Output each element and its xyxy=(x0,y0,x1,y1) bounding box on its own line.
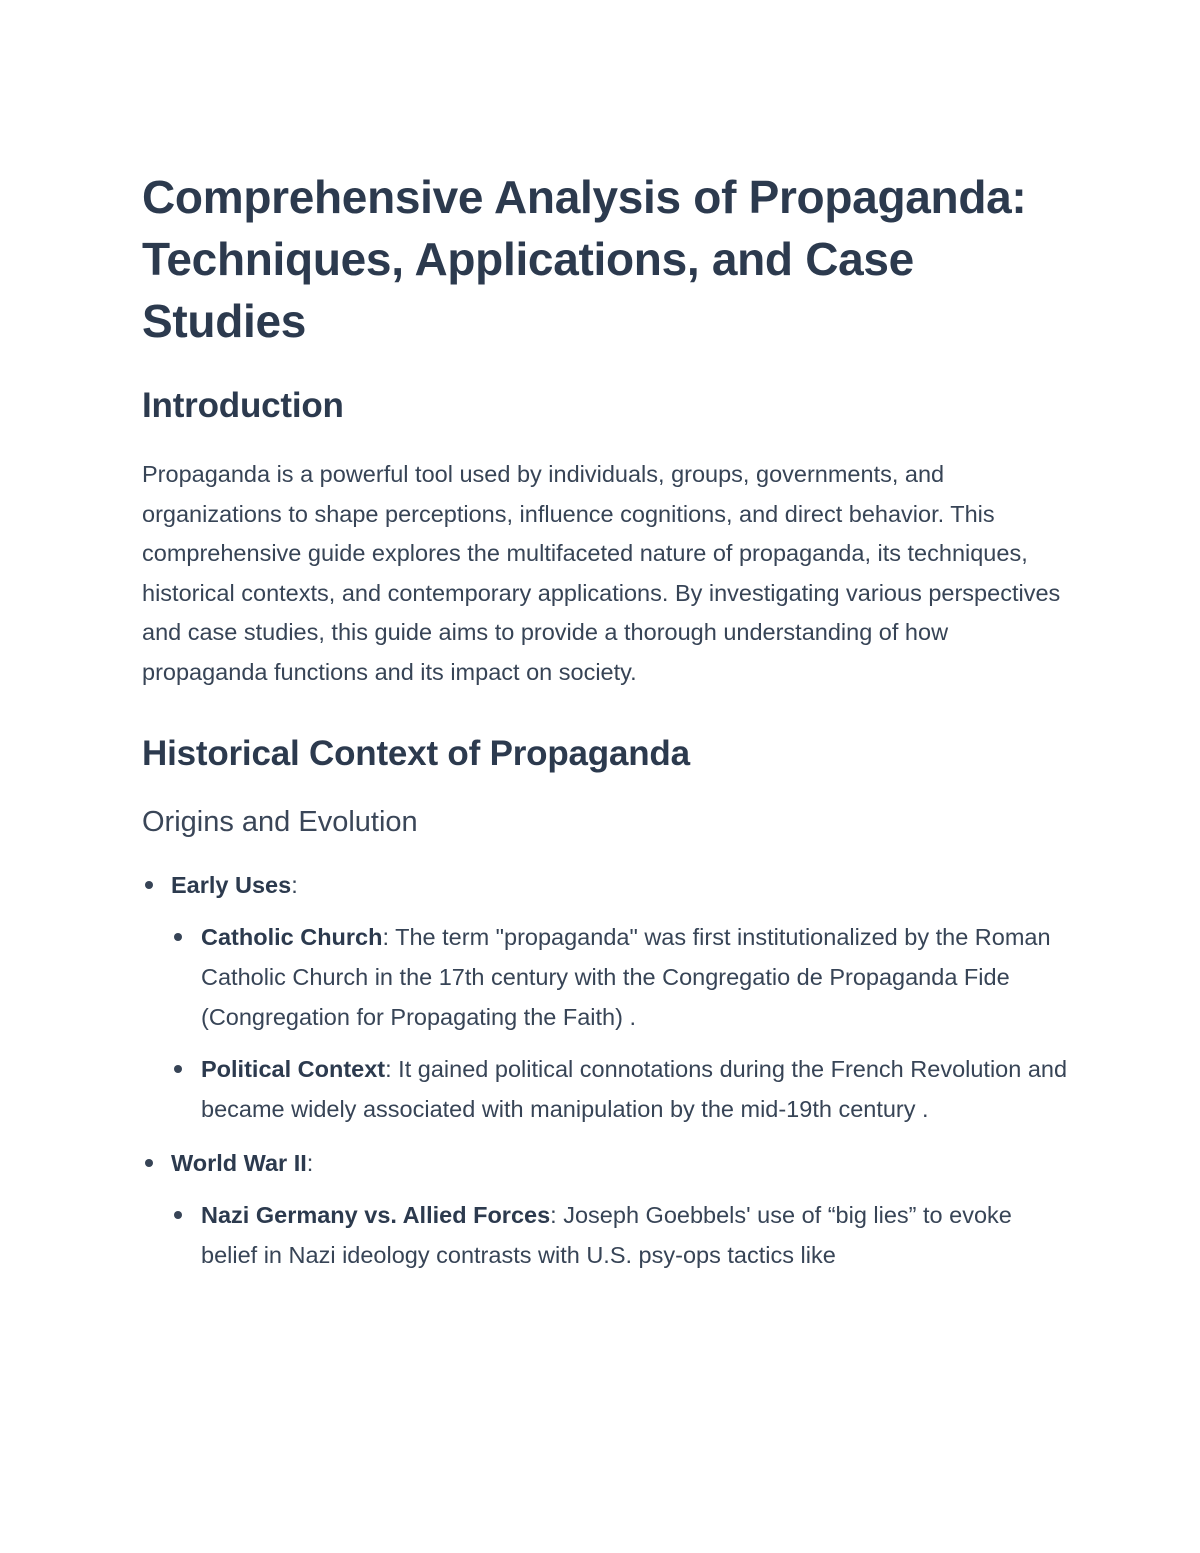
bullet-icon xyxy=(145,1159,153,1167)
list-item-early-uses xyxy=(142,865,1070,1129)
sublist-item-text: : The term "propaganda" was first institutionalized by the Roman Catholic Church in the 17th century with the Congregatio de Propaganda Fide (Congregation for Propagating the Faith) . xyxy=(201,924,1051,1030)
sublist-item-political-context xyxy=(171,1049,1070,1129)
early-uses-sublist xyxy=(171,917,1070,1129)
list-item-colon: : xyxy=(306,1150,314,1176)
bullet-icon xyxy=(145,881,153,889)
sublist-item-text: : It gained political connotations during the French Revolution and became widely associated with manipulation by the mid-19th century . xyxy=(201,1056,1068,1122)
sublist-item-catholic-church xyxy=(171,917,1070,1037)
historical-context-heading: Historical Context of Propaganda xyxy=(142,734,690,773)
document-title: Comprehensive Analysis of Propaganda: Techniques, Applications, and Case Studies xyxy=(142,171,1027,347)
sublist-item-label: Catholic Church xyxy=(201,924,383,950)
origins-list xyxy=(142,865,1070,1275)
list-item-colon: : xyxy=(291,872,298,898)
bullet-icon xyxy=(174,933,182,941)
sublist-item-text: : Joseph Goebbels' use of “big lies” to evoke belief in Nazi ideology contrasts with U.S. psy-ops tactics like xyxy=(201,1202,1012,1268)
bullet-icon xyxy=(174,1211,182,1219)
bullet-icon xyxy=(174,1065,182,1073)
list-item-label: Early Uses xyxy=(171,872,292,898)
introduction-paragraph: Propaganda is a powerful tool used by individuals, groups, governments, and organizations to shape perceptions, influence cognitions, and direct behavior. This comprehensive guide explores the multifaceted nature of propaganda, its techniques, historical contexts, and contemporary applications. By investigating various perspectives and case studies, this guide aims to provide a thorough understanding of how propaganda functions and its impact on society. xyxy=(142,461,1061,685)
list-item-label: World War II xyxy=(171,1150,307,1176)
list-item-world-war-ii xyxy=(142,1143,1070,1275)
world-war-ii-sublist xyxy=(171,1195,1070,1275)
origins-evolution-subheading: Origins and Evolution xyxy=(142,806,418,838)
sublist-item-label: Nazi Germany vs. Allied Forces xyxy=(201,1202,551,1228)
sublist-item-label: Political Context xyxy=(201,1056,386,1082)
sublist-item-nazi-germany-vs-allied xyxy=(171,1195,1070,1275)
introduction-heading: Introduction xyxy=(142,386,344,425)
